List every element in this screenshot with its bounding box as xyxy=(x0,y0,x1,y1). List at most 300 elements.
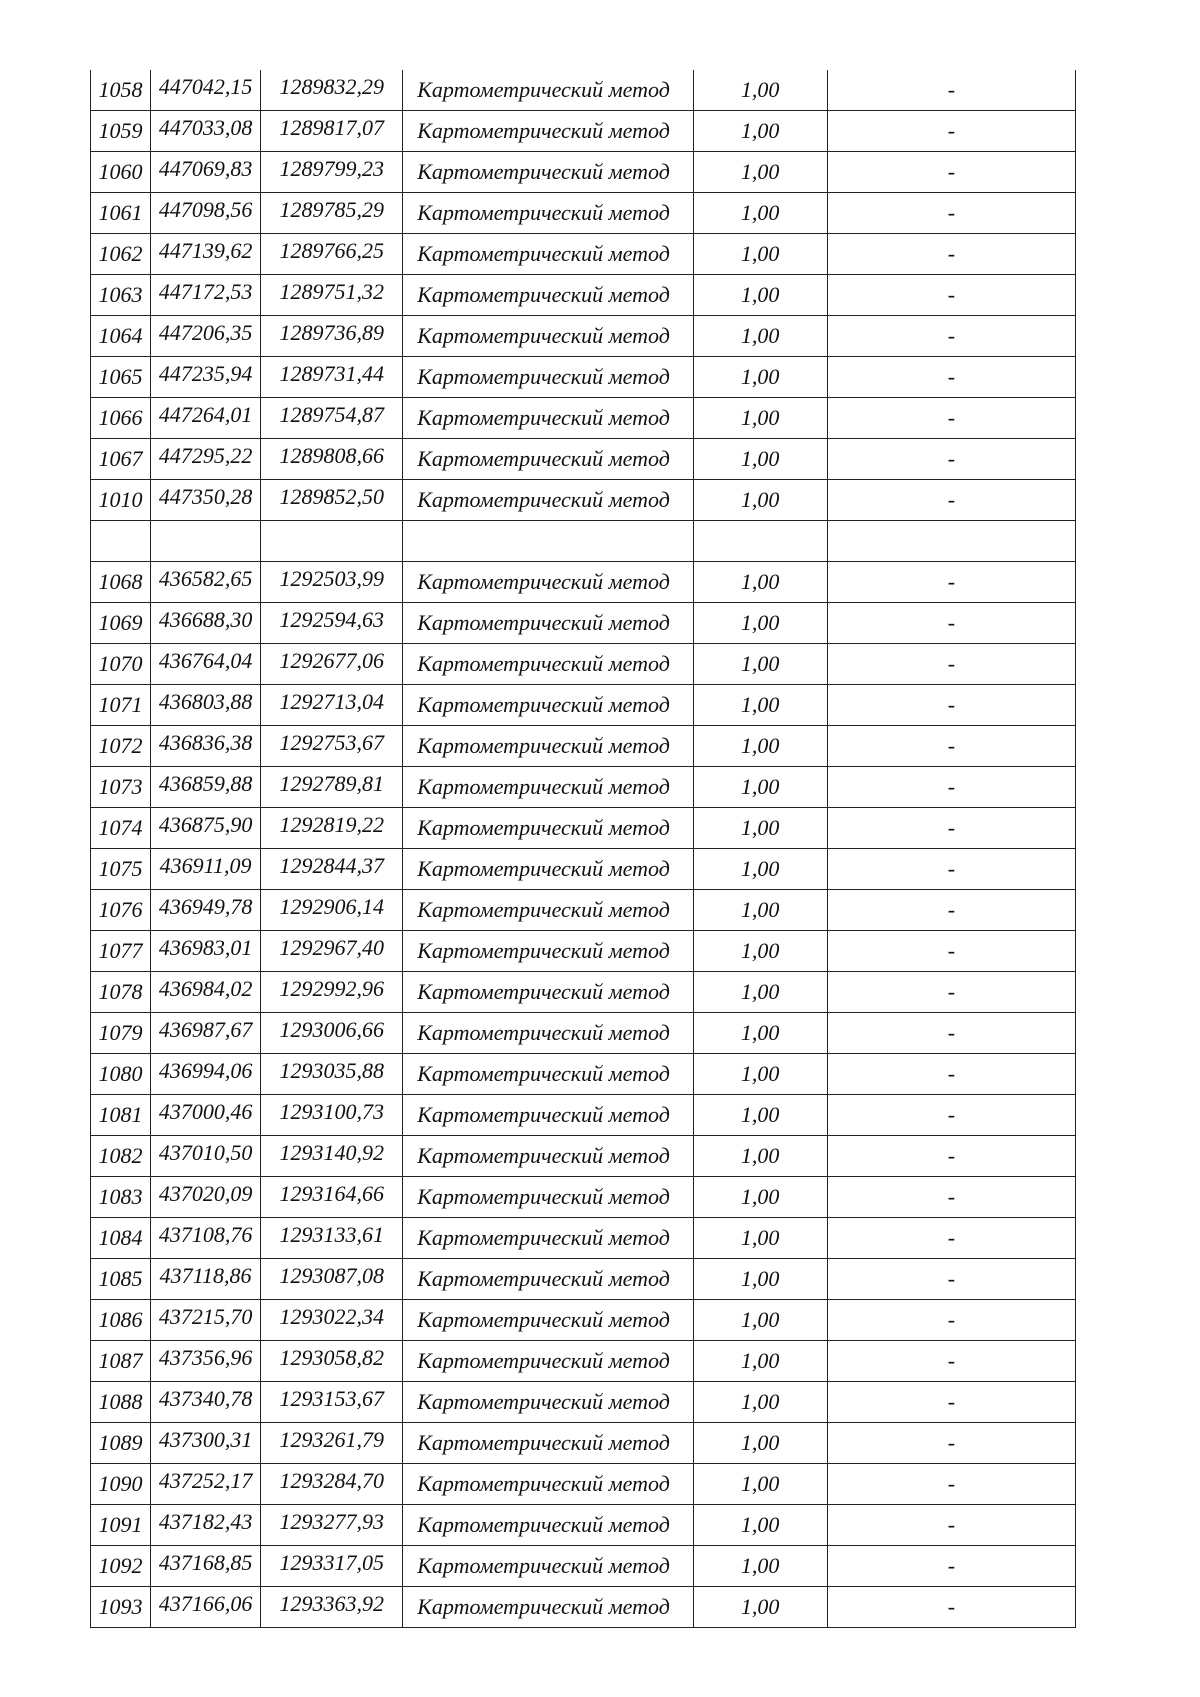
method-cell xyxy=(403,726,693,767)
y-coordinate-cell xyxy=(261,767,403,808)
point-number-cell xyxy=(91,808,151,849)
precision-cell xyxy=(693,1505,827,1546)
point-number-cell xyxy=(91,890,151,931)
x-coordinate-cell-text: 436859,88 xyxy=(158,771,253,796)
note-cell xyxy=(827,1095,1075,1136)
point-number-cell xyxy=(91,1587,151,1628)
precision-cell-text: 1,00 xyxy=(740,200,780,225)
x-coordinate-cell xyxy=(151,1505,261,1546)
precision-cell-text: 1,00 xyxy=(740,1102,780,1127)
method-cell xyxy=(403,849,693,890)
y-coordinate-cell-text: 1292819,22 xyxy=(279,812,384,837)
method-cell-text: Картометрический метод xyxy=(417,651,670,676)
x-coordinate-cell-text: 437215,70 xyxy=(158,1304,253,1329)
precision-cell-text: 1,00 xyxy=(740,897,780,922)
method-cell-text: Картометрический метод xyxy=(417,487,670,512)
precision-cell-text: 1,00 xyxy=(740,323,780,348)
table-row xyxy=(91,1013,1076,1054)
method-cell-text: Картометрический метод xyxy=(417,364,670,389)
note-cell xyxy=(827,1259,1075,1300)
y-coordinate-cell-text: 1292789,81 xyxy=(279,771,384,796)
table-row xyxy=(91,1054,1076,1095)
method-cell xyxy=(403,1136,693,1177)
precision-cell-text: 1,00 xyxy=(740,1553,780,1578)
x-coordinate-cell-text: 436764,04 xyxy=(158,648,253,673)
note-cell-text: - xyxy=(947,1471,956,1496)
method-cell-text: Картометрический метод xyxy=(417,733,670,758)
point-number-cell-text: 1082 xyxy=(98,1143,143,1168)
x-coordinate-cell-text: 447069,83 xyxy=(158,156,253,181)
method-cell xyxy=(403,1505,693,1546)
note-cell xyxy=(827,972,1075,1013)
y-coordinate-cell xyxy=(261,275,403,316)
x-coordinate-cell xyxy=(151,480,261,521)
method-cell xyxy=(403,316,693,357)
x-coordinate-cell-text: 436803,88 xyxy=(158,689,253,714)
x-coordinate-cell-text: 436836,38 xyxy=(158,730,253,755)
note-cell-text: - xyxy=(947,651,956,676)
method-cell xyxy=(403,1013,693,1054)
table-row xyxy=(91,1300,1076,1341)
x-coordinate-cell-text: 437252,17 xyxy=(158,1468,253,1493)
point-number-cell-text: 1070 xyxy=(98,651,143,676)
method-cell-text: Картометрический метод xyxy=(417,610,670,635)
method-cell xyxy=(403,890,693,931)
note-cell-text: - xyxy=(947,200,956,225)
y-coordinate-cell xyxy=(261,644,403,685)
x-coordinate-cell xyxy=(151,1054,261,1095)
method-cell xyxy=(403,644,693,685)
table-row xyxy=(91,1546,1076,1587)
note-cell-text: - xyxy=(947,692,956,717)
method-cell xyxy=(403,1587,693,1628)
precision-cell xyxy=(693,193,827,234)
table-row xyxy=(91,767,1076,808)
y-coordinate-cell xyxy=(261,1054,403,1095)
note-cell xyxy=(827,1013,1075,1054)
x-coordinate-cell xyxy=(151,726,261,767)
table-row xyxy=(91,1505,1076,1546)
precision-cell-text: 1,00 xyxy=(740,487,780,512)
precision-cell-text: 1,00 xyxy=(740,938,780,963)
note-cell-text: - xyxy=(947,897,956,922)
table-row xyxy=(91,316,1076,357)
method-cell xyxy=(403,357,693,398)
x-coordinate-cell xyxy=(151,111,261,152)
table-row xyxy=(91,521,1076,562)
precision-cell xyxy=(693,1013,827,1054)
x-coordinate-cell xyxy=(151,357,261,398)
y-coordinate-cell xyxy=(261,685,403,726)
y-coordinate-cell-text: 1292503,99 xyxy=(279,566,384,591)
x-coordinate-cell-text: 436688,30 xyxy=(158,607,253,632)
x-coordinate-cell-text: 437000,46 xyxy=(158,1099,253,1124)
precision-cell xyxy=(693,1587,827,1628)
method-cell xyxy=(403,1259,693,1300)
note-cell xyxy=(827,1218,1075,1259)
note-cell xyxy=(827,849,1075,890)
x-coordinate-cell-text: 437340,78 xyxy=(158,1386,253,1411)
precision-cell xyxy=(693,316,827,357)
method-cell xyxy=(403,1341,693,1382)
point-number-cell xyxy=(91,1095,151,1136)
precision-cell xyxy=(693,1054,827,1095)
y-coordinate-cell xyxy=(261,1218,403,1259)
precision-cell xyxy=(693,398,827,439)
note-cell xyxy=(827,808,1075,849)
method-cell xyxy=(403,1382,693,1423)
y-coordinate-cell-text: 1289785,29 xyxy=(279,197,384,222)
method-cell xyxy=(403,193,693,234)
table-row xyxy=(91,439,1076,480)
y-coordinate-cell xyxy=(261,398,403,439)
point-number-cell-text: 1074 xyxy=(98,815,143,840)
point-number-cell xyxy=(91,1546,151,1587)
table-row xyxy=(91,972,1076,1013)
table-row xyxy=(91,398,1076,439)
note-cell-text: - xyxy=(947,1225,956,1250)
y-coordinate-cell-text: 1293058,82 xyxy=(279,1345,384,1370)
y-coordinate-cell xyxy=(261,1177,403,1218)
method-cell-text: Картометрический метод xyxy=(417,1184,670,1209)
y-coordinate-cell xyxy=(261,1464,403,1505)
x-coordinate-cell xyxy=(151,972,261,1013)
method-cell-text: Картометрический метод xyxy=(417,159,670,184)
y-coordinate-cell xyxy=(261,1546,403,1587)
table-row xyxy=(91,1464,1076,1505)
y-coordinate-cell-text: 1292967,40 xyxy=(279,935,384,960)
x-coordinate-cell xyxy=(151,398,261,439)
y-coordinate-cell xyxy=(261,439,403,480)
y-coordinate-cell-text: 1289808,66 xyxy=(279,443,384,468)
precision-cell-text: 1,00 xyxy=(740,1061,780,1086)
x-coordinate-cell-text: 436875,90 xyxy=(158,812,253,837)
x-coordinate-cell-text: 447295,22 xyxy=(158,443,253,468)
table-row xyxy=(91,70,1076,111)
precision-cell-text: 1,00 xyxy=(740,282,780,307)
precision-cell-text: 1,00 xyxy=(740,733,780,758)
point-number-cell-text: 1079 xyxy=(98,1020,143,1045)
point-number-cell xyxy=(91,1136,151,1177)
x-coordinate-cell xyxy=(151,1300,261,1341)
y-coordinate-cell xyxy=(261,726,403,767)
table-row xyxy=(91,931,1076,972)
table-row xyxy=(91,275,1076,316)
method-cell-text: Картометрический метод xyxy=(417,569,670,594)
table-row xyxy=(91,152,1076,193)
y-coordinate-cell-text: 1293133,61 xyxy=(279,1222,384,1247)
method-cell-text: Картометрический метод xyxy=(417,405,670,430)
method-cell xyxy=(403,521,693,562)
y-coordinate-cell xyxy=(261,1341,403,1382)
y-coordinate-cell-text: 1289731,44 xyxy=(279,361,384,386)
precision-cell-text: 1,00 xyxy=(740,405,780,430)
point-number-cell xyxy=(91,1341,151,1382)
note-cell xyxy=(827,603,1075,644)
note-cell xyxy=(827,1177,1075,1218)
method-cell-text: Картометрический метод xyxy=(417,1061,670,1086)
point-number-cell xyxy=(91,562,151,603)
x-coordinate-cell-text: 447206,35 xyxy=(158,320,253,345)
point-number-cell xyxy=(91,1177,151,1218)
x-coordinate-cell xyxy=(151,234,261,275)
method-cell xyxy=(403,152,693,193)
precision-cell xyxy=(693,972,827,1013)
y-coordinate-cell xyxy=(261,931,403,972)
method-cell xyxy=(403,603,693,644)
note-cell xyxy=(827,480,1075,521)
note-cell xyxy=(827,1054,1075,1095)
y-coordinate-cell-text: 1289751,32 xyxy=(279,279,384,304)
x-coordinate-cell-text: 437020,09 xyxy=(158,1181,253,1206)
table-row xyxy=(91,849,1076,890)
note-cell xyxy=(827,644,1075,685)
point-number-cell-text: 1088 xyxy=(98,1389,143,1414)
precision-cell xyxy=(693,439,827,480)
x-coordinate-cell-text: 436987,67 xyxy=(158,1017,253,1042)
precision-cell-text: 1,00 xyxy=(740,1594,780,1619)
precision-cell-text: 1,00 xyxy=(740,159,780,184)
precision-cell xyxy=(693,644,827,685)
x-coordinate-cell xyxy=(151,1464,261,1505)
note-cell-text: - xyxy=(947,1512,956,1537)
note-cell-text: - xyxy=(947,774,956,799)
method-cell-text: Картометрический метод xyxy=(417,1020,670,1045)
note-cell-text: - xyxy=(947,77,956,102)
y-coordinate-cell xyxy=(261,1136,403,1177)
y-coordinate-cell xyxy=(261,849,403,890)
x-coordinate-cell xyxy=(151,1546,261,1587)
note-cell xyxy=(827,1300,1075,1341)
point-number-cell xyxy=(91,1382,151,1423)
y-coordinate-cell-text: 1292594,63 xyxy=(279,607,384,632)
note-cell-text: - xyxy=(947,487,956,512)
precision-cell xyxy=(693,1546,827,1587)
table-row xyxy=(91,1136,1076,1177)
method-cell-text: Картометрический метод xyxy=(417,1471,670,1496)
x-coordinate-cell-text: 437108,76 xyxy=(158,1222,253,1247)
note-cell-text: - xyxy=(947,364,956,389)
point-number-cell-text: 1073 xyxy=(98,774,143,799)
y-coordinate-cell-text: 1289852,50 xyxy=(279,484,384,509)
method-cell-text: Картометрический метод xyxy=(417,1307,670,1332)
point-number-cell xyxy=(91,1464,151,1505)
precision-cell xyxy=(693,562,827,603)
y-coordinate-cell xyxy=(261,1423,403,1464)
point-number-cell-text: 1071 xyxy=(98,692,143,717)
point-number-cell xyxy=(91,111,151,152)
point-number-cell xyxy=(91,685,151,726)
point-number-cell-text: 1080 xyxy=(98,1061,143,1086)
y-coordinate-cell-text: 1293100,73 xyxy=(279,1099,384,1124)
point-number-cell-text: 1081 xyxy=(98,1102,143,1127)
x-coordinate-cell xyxy=(151,316,261,357)
x-coordinate-cell xyxy=(151,931,261,972)
note-cell xyxy=(827,1136,1075,1177)
note-cell-text: - xyxy=(947,938,956,963)
precision-cell-text: 1,00 xyxy=(740,1225,780,1250)
precision-cell-text: 1,00 xyxy=(740,1143,780,1168)
point-number-cell xyxy=(91,1259,151,1300)
point-number-cell-text: 1010 xyxy=(98,487,143,512)
x-coordinate-cell-text: 447235,94 xyxy=(158,361,253,386)
note-cell-text: - xyxy=(947,815,956,840)
x-coordinate-cell xyxy=(151,1218,261,1259)
x-coordinate-cell-text: 436582,65 xyxy=(158,566,253,591)
method-cell-text: Картометрический метод xyxy=(417,1266,670,1291)
point-number-cell-text: 1067 xyxy=(98,446,143,471)
x-coordinate-cell xyxy=(151,1095,261,1136)
method-cell xyxy=(403,685,693,726)
y-coordinate-cell xyxy=(261,1095,403,1136)
y-coordinate-cell-text: 1289817,07 xyxy=(279,115,384,140)
table-row xyxy=(91,603,1076,644)
y-coordinate-cell-text: 1289832,29 xyxy=(279,74,384,99)
table-row xyxy=(91,1423,1076,1464)
table-row xyxy=(91,1177,1076,1218)
x-coordinate-cell-text: 436983,01 xyxy=(158,935,253,960)
note-cell xyxy=(827,685,1075,726)
precision-cell-text: 1,00 xyxy=(740,1471,780,1496)
x-coordinate-cell-text: 437118,86 xyxy=(159,1263,252,1288)
precision-cell xyxy=(693,1464,827,1505)
x-coordinate-cell xyxy=(151,439,261,480)
note-cell-text: - xyxy=(947,1102,956,1127)
method-cell-text: Картометрический метод xyxy=(417,692,670,717)
point-number-cell-text: 1063 xyxy=(98,282,143,307)
x-coordinate-cell-text: 447264,01 xyxy=(158,402,253,427)
x-coordinate-cell xyxy=(151,603,261,644)
method-cell-text: Картометрический метод xyxy=(417,446,670,471)
note-cell xyxy=(827,1464,1075,1505)
point-number-cell-text: 1092 xyxy=(98,1553,143,1578)
note-cell-text: - xyxy=(947,446,956,471)
note-cell-text: - xyxy=(947,1266,956,1291)
x-coordinate-cell xyxy=(151,1177,261,1218)
note-cell-text: - xyxy=(947,1430,956,1455)
x-coordinate-cell-text: 436994,06 xyxy=(158,1058,253,1083)
y-coordinate-cell xyxy=(261,193,403,234)
table-row xyxy=(91,562,1076,603)
point-number-cell-text: 1091 xyxy=(98,1512,143,1537)
precision-cell xyxy=(693,1259,827,1300)
precision-cell-text: 1,00 xyxy=(740,651,780,676)
point-number-cell xyxy=(91,398,151,439)
x-coordinate-cell-text: 447139,62 xyxy=(158,238,253,263)
point-number-cell-text: 1093 xyxy=(98,1594,143,1619)
method-cell xyxy=(403,1464,693,1505)
point-number-cell-text: 1064 xyxy=(98,323,143,348)
y-coordinate-cell xyxy=(261,808,403,849)
point-number-cell xyxy=(91,316,151,357)
precision-cell-text: 1,00 xyxy=(740,1020,780,1045)
table-body xyxy=(91,70,1076,1628)
y-coordinate-cell xyxy=(261,1300,403,1341)
precision-cell xyxy=(693,767,827,808)
precision-cell-text: 1,00 xyxy=(740,77,780,102)
x-coordinate-cell-text: 447098,56 xyxy=(158,197,253,222)
note-cell xyxy=(827,357,1075,398)
note-cell xyxy=(827,275,1075,316)
method-cell-text: Картометрический метод xyxy=(417,1102,670,1127)
point-number-cell-text: 1086 xyxy=(98,1307,143,1332)
method-cell xyxy=(403,480,693,521)
precision-cell xyxy=(693,1136,827,1177)
note-cell xyxy=(827,767,1075,808)
method-cell-text: Картометрический метод xyxy=(417,1430,670,1455)
precision-cell-text: 1,00 xyxy=(740,1512,780,1537)
x-coordinate-cell xyxy=(151,1259,261,1300)
note-cell-text: - xyxy=(947,1061,956,1086)
y-coordinate-cell-text: 1289754,87 xyxy=(279,402,384,427)
note-cell-text: - xyxy=(947,241,956,266)
method-cell xyxy=(403,1300,693,1341)
method-cell-text: Картометрический метод xyxy=(417,774,670,799)
method-cell xyxy=(403,767,693,808)
y-coordinate-cell-text: 1293363,92 xyxy=(279,1591,384,1616)
method-cell xyxy=(403,70,693,111)
x-coordinate-cell xyxy=(151,685,261,726)
point-number-cell-text: 1072 xyxy=(98,733,143,758)
y-coordinate-cell xyxy=(261,972,403,1013)
y-coordinate-cell-text: 1293006,66 xyxy=(279,1017,384,1042)
precision-cell xyxy=(693,1177,827,1218)
note-cell-text: - xyxy=(947,405,956,430)
precision-cell xyxy=(693,357,827,398)
x-coordinate-cell xyxy=(151,521,261,562)
precision-cell-text: 1,00 xyxy=(740,1307,780,1332)
method-cell-text: Картометрический метод xyxy=(417,323,670,348)
precision-cell xyxy=(693,480,827,521)
note-cell-text: - xyxy=(947,1389,956,1414)
note-cell-text: - xyxy=(947,323,956,348)
method-cell xyxy=(403,398,693,439)
note-cell-text: - xyxy=(947,1307,956,1332)
note-cell xyxy=(827,1423,1075,1464)
method-cell-text: Картометрический метод xyxy=(417,979,670,1004)
x-coordinate-cell xyxy=(151,275,261,316)
point-number-cell-text: 1062 xyxy=(98,241,143,266)
x-coordinate-cell xyxy=(151,562,261,603)
method-cell xyxy=(403,111,693,152)
table-row xyxy=(91,193,1076,234)
y-coordinate-cell xyxy=(261,152,403,193)
precision-cell xyxy=(693,1382,827,1423)
method-cell-text: Картометрический метод xyxy=(417,815,670,840)
note-cell xyxy=(827,193,1075,234)
table-row xyxy=(91,1095,1076,1136)
y-coordinate-cell-text: 1292992,96 xyxy=(279,976,384,1001)
table-row xyxy=(91,1341,1076,1382)
precision-cell-text: 1,00 xyxy=(740,1184,780,1209)
table-row xyxy=(91,1382,1076,1423)
point-number-cell-text: 1089 xyxy=(98,1430,143,1455)
x-coordinate-cell-text: 437356,96 xyxy=(158,1345,253,1370)
precision-cell xyxy=(693,1218,827,1259)
point-number-cell-text: 1068 xyxy=(98,569,143,594)
point-number-cell xyxy=(91,1013,151,1054)
point-number-cell-text: 1083 xyxy=(98,1184,143,1209)
y-coordinate-cell xyxy=(261,521,403,562)
x-coordinate-cell-text: 447042,15 xyxy=(158,74,253,99)
point-number-cell xyxy=(91,275,151,316)
precision-cell-text: 1,00 xyxy=(740,1348,780,1373)
point-number-cell xyxy=(91,1300,151,1341)
precision-cell xyxy=(693,931,827,972)
method-cell-text: Картометрический метод xyxy=(417,1348,670,1373)
x-coordinate-cell-text: 447350,28 xyxy=(158,484,253,509)
y-coordinate-cell-text: 1289736,89 xyxy=(279,320,384,345)
